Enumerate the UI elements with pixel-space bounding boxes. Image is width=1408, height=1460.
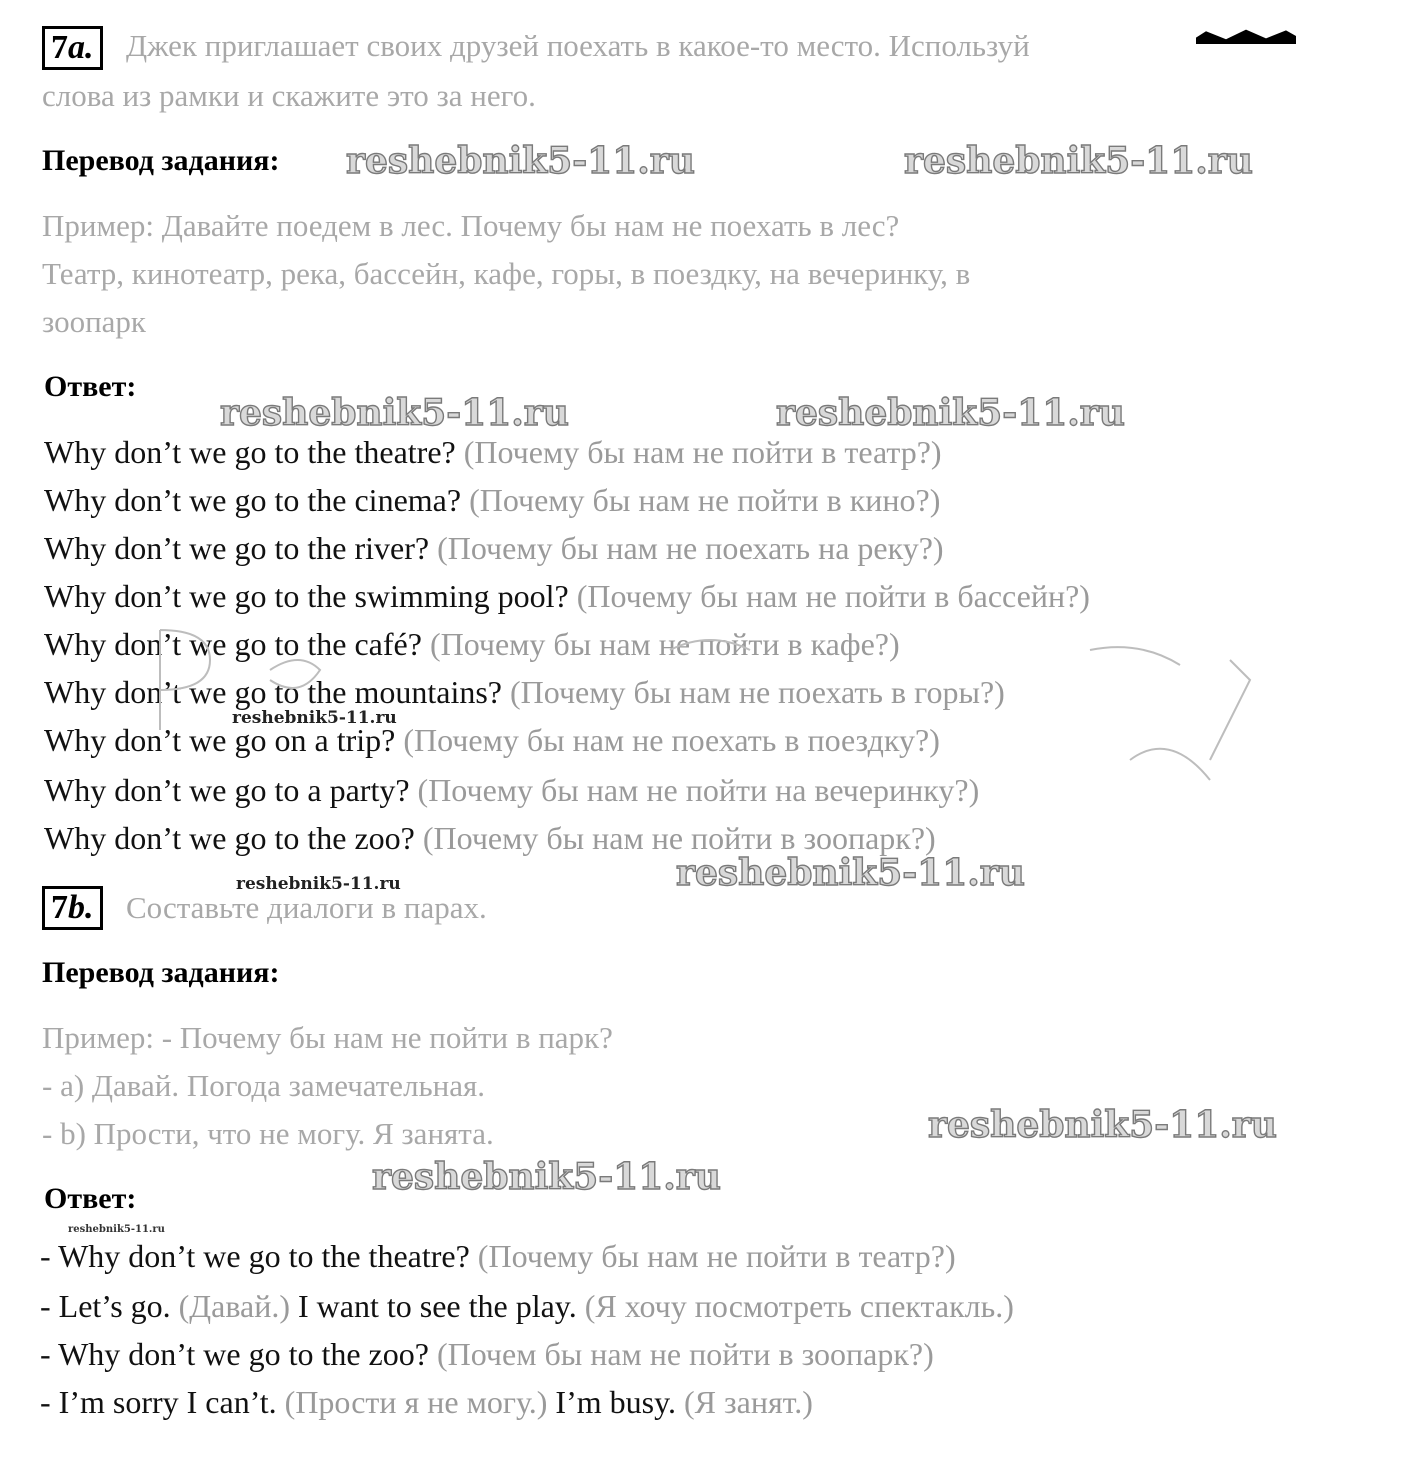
- task-7b-example-line3: - b) Прости, что не могу. Я занята.: [42, 1116, 494, 1151]
- answer-row: [44, 578, 1090, 614]
- answer-en: Why don’t we go to the café?: [44, 626, 422, 662]
- answer-ru: (Почему бы нам не поехать в горы?): [510, 674, 1005, 710]
- dialogue-ru: (Прости я не могу.): [284, 1384, 548, 1420]
- dialogue-en: - Let’s go.: [40, 1288, 171, 1324]
- task-7b-example-line1: Пример: - Почему бы нам не пойти в парк?: [42, 1020, 613, 1055]
- dialogue-ru: (Почем бы нам не пойти в зоопарк?): [436, 1336, 934, 1372]
- task-7b-example-line2: - a) Давай. Погода замечательная.: [42, 1068, 486, 1103]
- task-7b-letter: b: [68, 889, 85, 926]
- dialogue-line: [40, 1238, 956, 1274]
- task-7a-example-line1: Пример: Давайте поедем в лес. Почему бы нам не поехать в лес?: [42, 208, 900, 243]
- answer-en: Why don’t we go to the river?: [44, 530, 430, 566]
- watermark: reshebnik5-11.ru: [68, 1224, 165, 1235]
- answer-en: Why don’t we go to the mountains?: [44, 674, 502, 710]
- watermark: reshebnik5-11.ru: [232, 708, 397, 728]
- watermark: reshebnik5-11.ru: [346, 140, 695, 182]
- answer-ru: (Почему бы нам не пойти в театр?): [463, 434, 942, 470]
- dialogue-line: [40, 1384, 813, 1420]
- answer-en: Why don’t we go on a trip?: [44, 722, 396, 758]
- dialogue-line: [40, 1336, 934, 1372]
- task-7a-example-line2: Театр, кинотеатр, река, бассейн, кафе, горы, в поездку, на вечеринку, в: [42, 256, 971, 291]
- dialogue-en: - I’m sorry I can’t.: [40, 1384, 277, 1420]
- task-7a-label: 7a.: [42, 26, 103, 70]
- answer-ru: (Почему бы нам не поехать в поездку?): [403, 722, 940, 758]
- dialogue-ru: (Давай.): [178, 1288, 290, 1324]
- answer-en: Why don’t we go to a party?: [44, 772, 410, 808]
- answer-ru: (Почему бы нам не поехать на реку?): [437, 530, 944, 566]
- task-7b-translation-heading: Перевод задания:: [42, 956, 280, 989]
- answer-en: Why don’t we go to the swimming pool?: [44, 578, 569, 614]
- scan-artifact-icon: [1196, 28, 1296, 44]
- watermark: reshebnik5-11.ru: [676, 852, 1025, 894]
- task-7b-instruction: Составьте диалоги в парах.: [126, 890, 487, 925]
- task-7a-instruction-line2: слова из рамки и скажите это за него.: [42, 78, 536, 113]
- watermark: reshebnik5-11.ru: [220, 392, 569, 434]
- answer-ru: (Почему бы нам не пойти в кино?): [469, 482, 941, 518]
- answer-ru: (Почему бы нам не пойти в кафе?): [429, 626, 900, 662]
- answer-row: [44, 482, 940, 518]
- answer-ru: (Почему бы нам не пойти в зоопарк?): [422, 820, 936, 856]
- dialogue-ru: (Я хочу посмотреть спектакль.): [584, 1288, 1014, 1324]
- answer-row: [44, 434, 942, 470]
- dialogue-ru: (Почему бы нам не пойти в театр?): [477, 1238, 956, 1274]
- task-7b-label: 7b.: [42, 886, 103, 930]
- watermark: reshebnik5-11.ru: [776, 392, 1125, 434]
- dialogue-en: - Why don’t we go to the zoo?: [40, 1336, 429, 1372]
- dialogue-line: [40, 1288, 1014, 1324]
- watermark: reshebnik5-11.ru: [372, 1156, 721, 1198]
- answer-row: [44, 820, 936, 856]
- dialogue-ru: (Я занят.): [683, 1384, 813, 1420]
- task-7a-instruction-line1: Джек приглашает своих друзей поехать в какое-то место. Используй: [126, 28, 1030, 63]
- dialogue-en: I want to see the play.: [298, 1288, 577, 1324]
- task-7a-letter: a: [68, 29, 85, 66]
- answer-en: Why don’t we go to the theatre?: [44, 434, 456, 470]
- answer-ru: (Почему бы нам не пойти в бассейн?): [576, 578, 1090, 614]
- dialogue-en: - Why don’t we go to the theatre?: [40, 1238, 470, 1274]
- watermark: reshebnik5-11.ru: [236, 874, 401, 894]
- watermark: reshebnik5-11.ru: [928, 1104, 1277, 1146]
- answer-row: [44, 530, 944, 566]
- task-7a-answer-heading: Ответ:: [44, 370, 137, 403]
- dialogue-en: I’m busy.: [555, 1384, 676, 1420]
- answer-en: Why don’t we go to the cinema?: [44, 482, 462, 518]
- watermark: reshebnik5-11.ru: [904, 140, 1253, 182]
- answer-ru: (Почему бы нам не пойти на вечеринку?): [417, 772, 980, 808]
- task-7b-answer-heading: Ответ:: [44, 1182, 137, 1215]
- task-7a-example-line3: зоопарк: [42, 304, 146, 339]
- answer-en: Why don’t we go to the zoo?: [44, 820, 415, 856]
- task-7a-translation-heading: Перевод задания:: [42, 144, 280, 177]
